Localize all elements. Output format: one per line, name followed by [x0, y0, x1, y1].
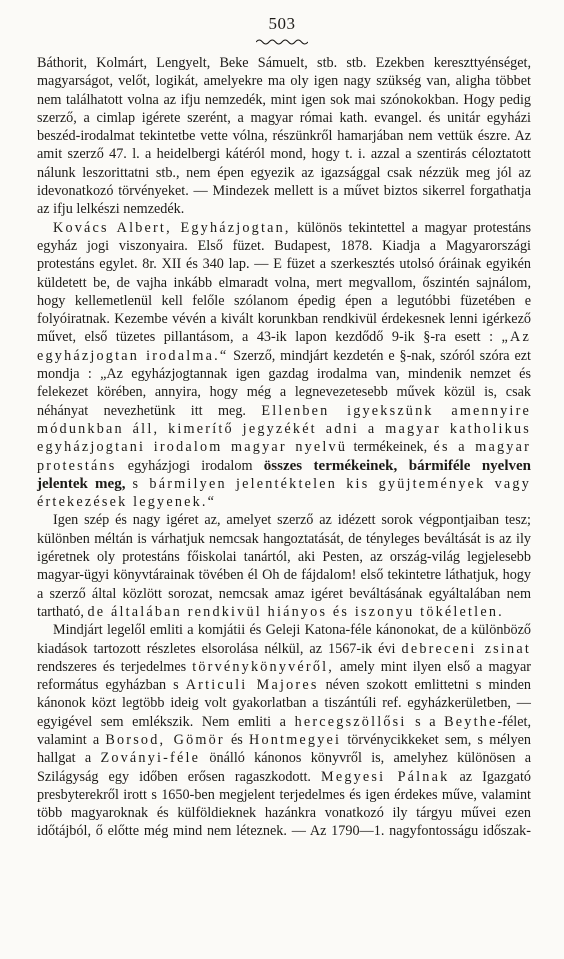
p4-text-f: -félet, valamint a: [37, 713, 532, 748]
p3-text-a: Igen szép és nagy igéret az, amelyet szerző az idézett sorok végpontjaiban tesz; különben méltán is várhatjuk nemcsak hangoztatását, de tényleges beváltását is az ily igéretnek oly protestáns főiskolai tanártól, aki Pesten, az ország-világ legjelesebb magyar-ügyi könyvtárainak tövében él Oh de fájdalom! első tekintetre láthatjuk, hogy a szerző által közlött sorozat, nemcsak amaz igéret beváltásának egyáltalában nem tartható,: [37, 512, 531, 620]
wavy-ornament: [256, 38, 308, 46]
p4-debreceni: debreceni zsinat: [401, 640, 531, 657]
p4-megyesi: Megyesi Pálnak: [321, 768, 450, 785]
p2-text-a: különös tekintettel a magyar protestáns egyház jogi viszonyaira. Első füzet. Budapest, 1878. Kiadja a Magyarországi protestáns egylet. 8r. XII és 340 lap. — E füzet a szerkesztés utolsó óráinak egyikén küldetett be, de vajha inkább elmaradt volna, mert megvallom, őszintén sajnálom, hogy kellemetlenül kell felőle szólanom épedig épen a legutóbbi füzetében e folyóiratnak. Kezembe vévén a kivált korunkban rendkivül érdekesnek lenni igérkező művet, első tüzetes pillantásom, a 43-ik lapon kezdődő 9-ik §-ra esett :: [37, 219, 531, 346]
p4-text-a: Mindjárt legelől emliti a komjátii és Geleji Katona-féle kánonokat, de a különböző kiadások tartozott részletes elsorolása nélkül, az 1567-ik évi: [37, 622, 531, 657]
p2-quote-heading: „Az egyházjogtan irodalma.“: [37, 329, 531, 364]
p4-text-i: önálló kánonos könyvről is, amelyhez különösen a Szilágyság egy időben erősen ragaszkodott.: [37, 750, 531, 785]
p2-text-c: termékeinek,: [347, 439, 434, 456]
page-number: 503: [268, 14, 296, 33]
p4-text-g: és: [224, 731, 250, 748]
p2-text-b: Szerző, mindjárt kezdetén e §-nak, szóról szóra ezt mondja : „Az egyházjogtannak igen gazdag irodalma van, mindenik nemzet és felekezet körében, annyira, hogy még a legnevezetesebb művek közül is, csak néhányat nevezhetünk itt meg.: [37, 347, 531, 419]
p4-text-c: amely mint ilyen első a magyar református egyházban s: [37, 658, 531, 694]
p4-text-d: néven szokott emlittetni s minden kánonok közt legtöbb ideig volt gyakorlatban a tiszántúli ref. egyházkerületben, — egyigével sem emlékszik. Nem emliti a: [37, 677, 531, 730]
p4-hontmegyei: Hontmegyei: [249, 731, 342, 748]
p4-zovanyi: Zoványi-féle: [100, 750, 201, 767]
p3-spaced: de általában rendkivül hiányos és iszonyu tökéletlen.: [87, 603, 504, 620]
p1-text: Báthorit, Kolmárt, Lengyelt, Beke Sámuelt, stb. stb. Ezekben kereszttyénséget, magyarságot, velőt, logikát, amelyekre ma oly igen nagy szükség van, aligha többet nem találhatott volna az ifju nemzedék, mint igen sok mai szónokokban. Hogy pedig szerző, a cimlap igérete szerént, a magyar római kath. evangel. és unitár egyházi beszéd-irodalmat tekintetbe vette vólna, részünkről hamarjában nem vettük észre. Az amit szerző 47. l. a heidelbergi kátéról mond, hogy t. i. azzal a szentirás céloztatott nálunk leszorittatni stb., nem épen egyezik az igazsággal csak nézzük meg jól az idevonatkozó törvényeket. — Mindezek mellett is a művet biztos sikerrel forgathatja az ifju lelkészi nemzedék.: [37, 55, 531, 218]
p2-spaced-c: s bármilyen jelentéktelen kis gyüjtemények vagy értekezések legyenek.“: [37, 475, 532, 511]
paragraph-1: [37, 54, 531, 219]
p4-beythe: Beythe: [444, 713, 498, 730]
p4-torvenykonyv: törvénykönyvéről,: [192, 658, 335, 675]
p4-hercegszollosi: hercegszöllősi: [294, 713, 407, 730]
p4-text-e: s a: [406, 713, 445, 730]
p4-text-j: az Igazgató presbyterekről irott s 1650-ben megjelent terjedelmes és igen érdekes műve, valamint több magyaroknak és külföldieknek hazánkra vonatkozó ily tárgyu művei ezen időtájból, ő előtte még mind nem léteznek. — Az 1790—1. nagyfontosságu időszak-: [37, 768, 531, 840]
paragraph-2: [37, 219, 531, 512]
p2-text-d: egyházjogi irodalom: [116, 457, 264, 474]
p2-spaced-a: Ellenben igyekszünk amennyire módunkban áll, kimerítő jegyzékét adni a magyar katholikus egyházjogtani irodalom magyar nyelvü: [37, 402, 531, 456]
p2-author-title: Kovács Albert, Egyházjogtan,: [53, 219, 291, 236]
p4-text-h: törvénycikkeket sem, s mélyen hallgat a: [37, 731, 531, 767]
p4-articuli: Articuli Majores: [185, 677, 319, 694]
p4-text-b: rendszeres és terjedelmes: [37, 658, 193, 675]
p2-bold: összes termékeinek, bármiféle nyelven jelentek meg,: [37, 457, 531, 492]
paragraph-3: [37, 511, 531, 621]
body-text: [37, 54, 531, 841]
paragraph-4: [37, 621, 531, 841]
p2-spaced-b: és a magyar protestáns: [37, 439, 532, 474]
p4-borsod-gomor: Borsod, Gömör: [105, 731, 225, 748]
